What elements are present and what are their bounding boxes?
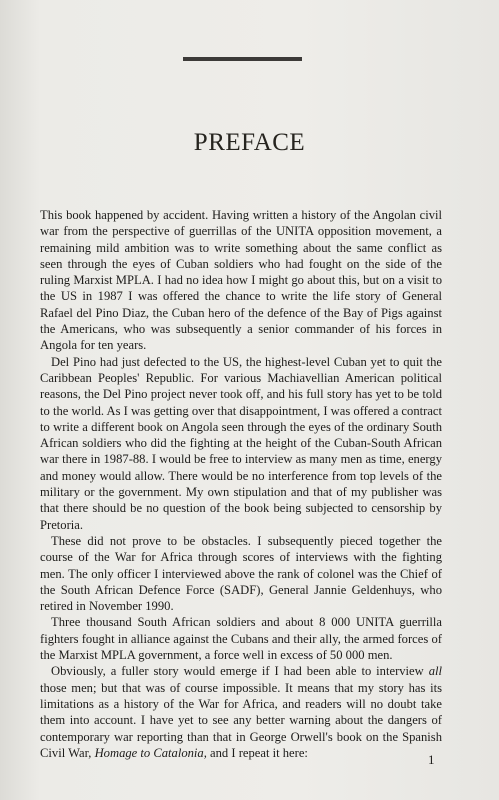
paragraph-5-text-c: and I repeat it here: xyxy=(206,745,308,760)
page-number: 1 xyxy=(428,752,435,767)
paragraph-5-text-a: Obviously, a fuller story would emerge if I had been able to interview xyxy=(51,664,429,679)
paragraph-3: These did not prove to be obstacles. I subsequently pieced together the course of the War for Africa through scores of interviews with the fighting men. The only officer I interviewed above the rank of colonel was the Chief of the South African Defence Force (SADF), General Jannie Geldenhuys, who retired in November 1990. xyxy=(40,533,442,614)
paragraph-1: This book happened by accident. Having written a history of the Angolan civil war from the perspective of guerrillas of the UNITA opposition movement, a remaining mild ambition was to write something about the same conflict as seen through the eyes of Cuban soldiers who had fought on the side of the ruling Marxist MPLA. I had no idea how I might go about this, but on a visit to the US in 1987 I was offered the chance to write the life story of General Rafael del Pino Diaz, the Cuban hero of the defence of the Bay of Pigs against the Americans, who was subsequently a senior commander of his forces in Angola for ten years. xyxy=(40,208,442,353)
emphasis-all: all xyxy=(428,664,442,679)
paragraph-5 xyxy=(40,663,442,761)
paragraph-2: Del Pino had just defected to the US, the highest-level Cuban yet to quit the Caribbean Peoples' Republic. For various Machiavellian American political reasons, the Del Pino project never took off, and his full story has yet to be told to the world. As I was getting over that disappointment, I was offered a contract to write a different book on Angola seen through the eyes of the ordinary South African soldiers who did the fighting at the height of the Cuban-South African war there in 1987-88. I would be free to interview as many men as time, energy and money would allow. There would be no interference from top levels of the military or the government. My own stipulation and that of my publisher was that there should be no question of the book being subjected to censorship by Pretoria. xyxy=(40,354,442,532)
page-title: PREFACE xyxy=(193,129,306,156)
book-title-homage-to-catalonia: Homage to Catalonia, xyxy=(94,745,207,760)
header-rule xyxy=(183,57,302,61)
paragraph-5-text-b: those men; but that was of course impossible. It means that my story has its limitations as a history of the War for Africa, and readers will no doubt take them into account. I have yet to see any better warning about the dangers of contemporary war reporting than that in George Orwell's book on the Spanish Civil War, xyxy=(40,680,442,760)
paragraph-4: Three thousand South African soldiers and about 8 000 UNITA guerrilla fighters fought in alliance against the Cubans and their ally, the armed forces of the Marxist MPLA government, a force well in excess of 50 000 men. xyxy=(40,615,442,663)
preface-body xyxy=(40,207,442,761)
